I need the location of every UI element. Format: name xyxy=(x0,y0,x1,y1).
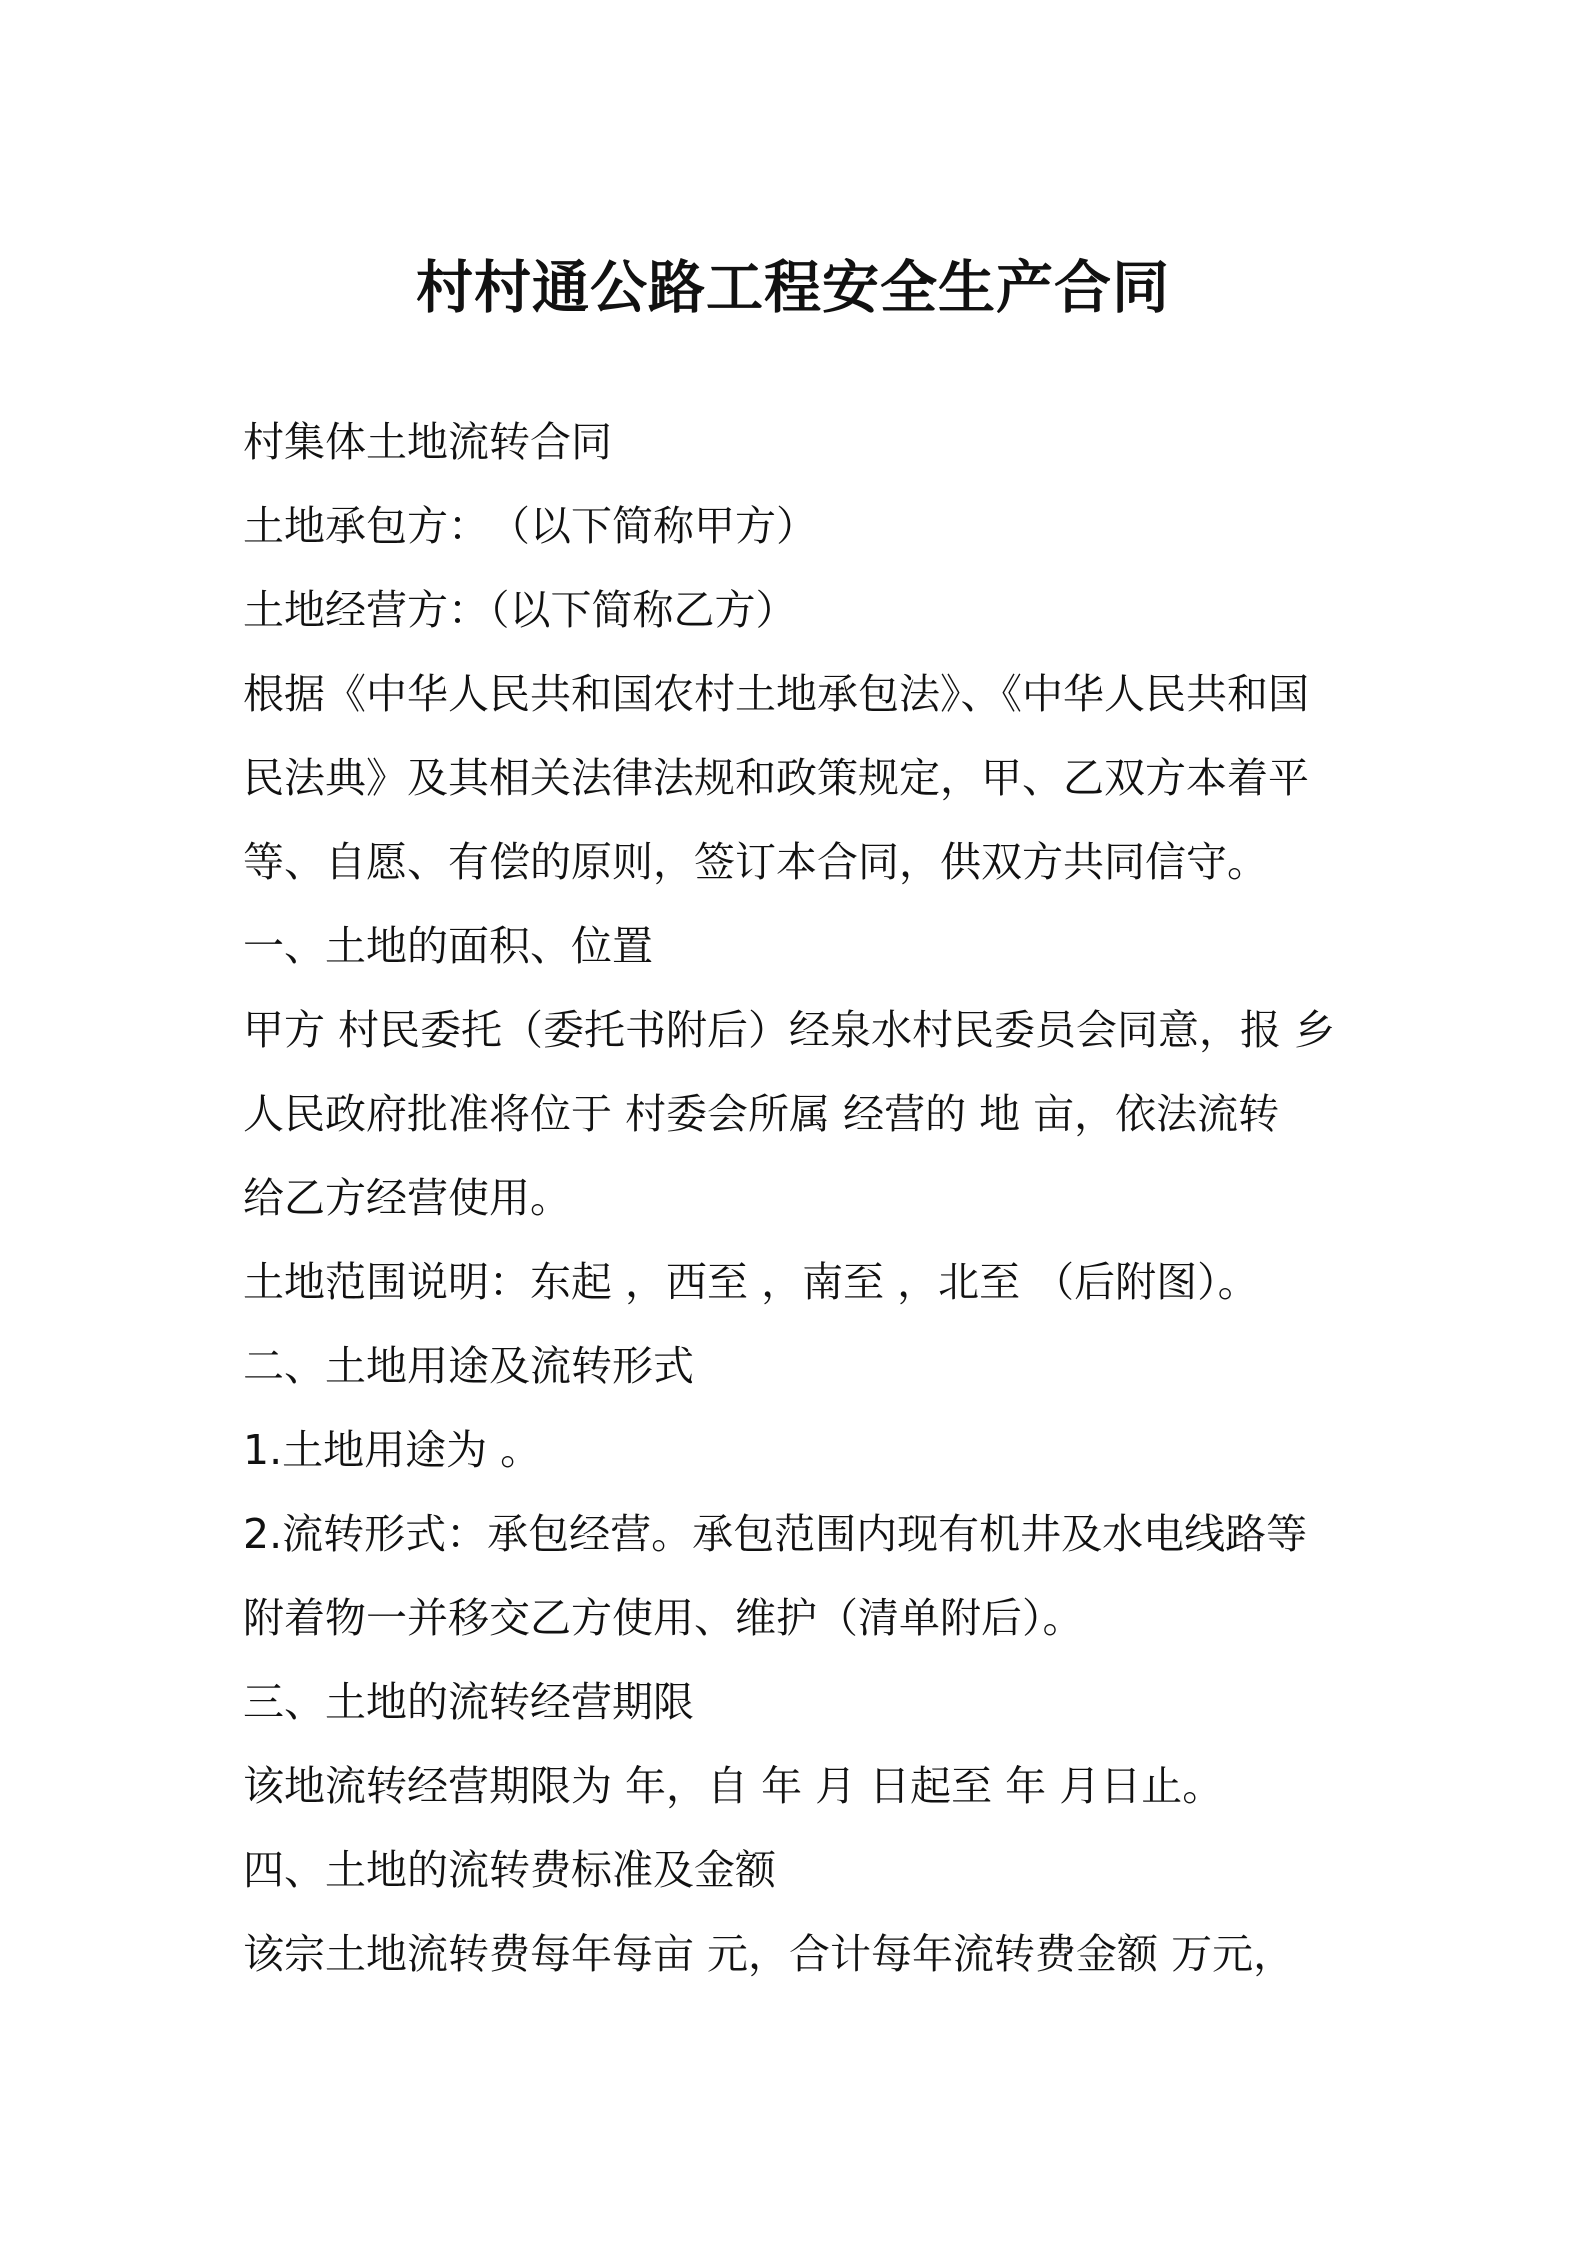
land-scope-line: 土地范围说明：东起 ，西至 ，南至 ，北至 （后附图）。 xyxy=(243,1258,1259,1306)
party-a-line: 土地承包方： （以下简称甲方） xyxy=(243,502,817,550)
fee-line: 该宗土地流转费每年每亩 元，合计每年流转费金额 万元， xyxy=(243,1930,1295,1978)
document-body xyxy=(243,400,1358,1996)
land-use-line: 1.土地用途为 。 xyxy=(243,1426,542,1474)
section-heading-2: 二、土地用途及流转形式 xyxy=(243,1342,694,1390)
section-1-line-3: 给乙方经营使用。 xyxy=(243,1174,571,1222)
preamble-line-3: 等、自愿、有偿的原则，签订本合同，供双方共同信守。 xyxy=(243,838,1268,886)
transfer-form-line-1: 2.流转形式：承包经营。承包范围内现有机井及水电线路等 xyxy=(243,1510,1308,1558)
transfer-form-line-2: 附着物一并移交乙方使用、维护（清单附后）。 xyxy=(243,1594,1084,1642)
section-heading-4: 四、土地的流转费标准及金额 xyxy=(243,1846,776,1894)
section-heading-3: 三、土地的流转经营期限 xyxy=(243,1678,694,1726)
section-heading-1: 一、土地的面积、位置 xyxy=(243,922,653,970)
section-1-line-2: 人民政府批准将位于 村委会所属 经营的 地 亩，依法流转 xyxy=(243,1090,1280,1138)
preamble-line-1: 根据《中华人民共和国农村土地承包法》、《中华人民共和国 xyxy=(243,670,1309,718)
contract-subtitle: 村集体土地流转合同 xyxy=(243,418,612,466)
section-1-line-1: 甲方 村民委托（委托书附后）经泉水村民委员会同意，报 乡 xyxy=(243,1006,1336,1054)
party-b-line: 土地经营方：（以下简称乙方） xyxy=(243,586,797,634)
preamble-line-2: 民法典》及其相关法律法规和政策规定，甲、乙双方本着平 xyxy=(243,754,1309,802)
term-line: 该地流转经营期限为 年，自 年 月 日起至 年 月日止。 xyxy=(243,1762,1224,1810)
document-title: 村村通公路工程安全生产合同 xyxy=(416,255,1170,321)
